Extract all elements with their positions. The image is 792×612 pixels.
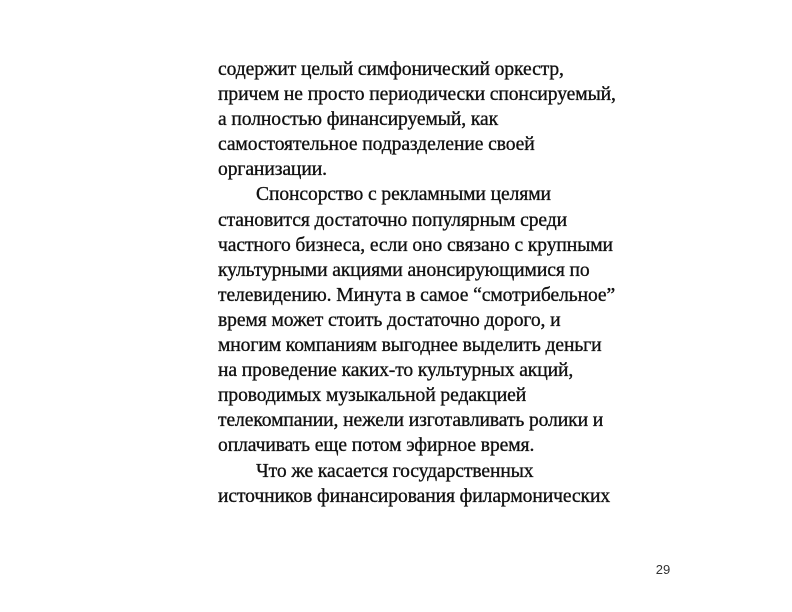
text-line: на проведение каких-то культурных акций, — [218, 360, 574, 382]
text-line: становится достаточно популярным среди — [218, 209, 568, 231]
text-line: а полностью финансируемый, как — [218, 109, 498, 131]
paragraph-start-line: Спонсорство с рекламными целями — [256, 184, 551, 206]
text-line: частного бизнеса, если оно связано с крупными — [218, 234, 613, 256]
paragraph-start-line: Что же касается государственных — [256, 460, 534, 482]
body-text — [218, 57, 688, 509]
text-line: источников финансирования филармонических — [218, 485, 611, 507]
text-line: оплачивать еще потом эфирное время. — [218, 435, 535, 457]
text-line: содержит целый симфонический оркестр, — [218, 59, 564, 80]
text-line: телевидению. Минута в самое “смотрибельное” — [218, 284, 616, 306]
text-line: время может стоить достаточно дорого, и — [218, 309, 561, 331]
text-line: культурными акциями анонсирующимися по — [218, 259, 590, 281]
text-line: проводимых музыкальной редакцией — [218, 385, 527, 407]
page-number: 29 — [655, 562, 671, 577]
text-line: телекомпании, нежели изготавливать ролики и — [218, 410, 604, 432]
text-line: самостоятельное подразделение своей — [218, 134, 535, 156]
text-line: причем не просто периодически спонсируемый, — [218, 84, 616, 106]
text-line: организации. — [218, 159, 327, 181]
text-line: многим компаниям выгоднее выделить деньги — [218, 335, 602, 357]
